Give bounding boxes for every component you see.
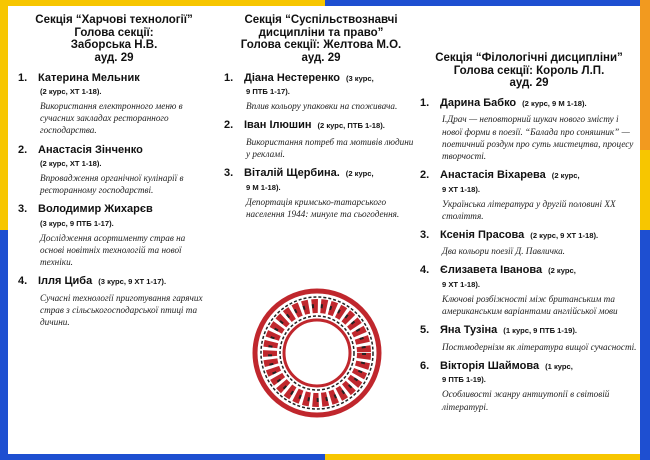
- speaker-name: Катерина Мельник: [38, 71, 140, 84]
- speaker-meta: (2 курс, ХТ 1-18).: [40, 159, 102, 169]
- speaker-meta-cont: 9 М 1-18).: [246, 182, 281, 192]
- speaker-name: Анастасія Зінченко: [38, 143, 143, 156]
- item-number: 4.: [18, 275, 28, 288]
- list-item: [420, 323, 638, 353]
- speaker-name: Віталій Щербина.: [244, 167, 340, 180]
- list-item: [224, 71, 418, 113]
- list-item: [18, 202, 210, 268]
- section-room: ауд. 29: [509, 77, 549, 90]
- talk-topic: Вплив кольору упаковки на споживача.: [246, 101, 398, 112]
- item-number: 2.: [18, 143, 28, 156]
- list-item: [420, 228, 638, 258]
- left-border-stripe: [0, 0, 8, 460]
- section-head: Голова секції: Желтова М.О.: [240, 39, 402, 52]
- item-number: 5.: [420, 324, 430, 337]
- list-item: [420, 168, 638, 222]
- section-title: Секція “Харчові технології”: [35, 14, 193, 26]
- speaker-meta: (1 курс,: [545, 361, 573, 371]
- list-item: [18, 274, 210, 328]
- talk-topic: Впровадження органічної кулінарії в ресторанному господарстві.: [40, 173, 184, 196]
- speaker-meta: (2 курс,: [345, 169, 374, 179]
- speaker-name: Володимир Жихарєв: [38, 203, 153, 216]
- list-item: [420, 263, 638, 317]
- speaker-meta: (2 курс,: [551, 171, 580, 180]
- speaker-name: Ілля Циба: [38, 275, 93, 288]
- talk-topic: І.Драч — неповторний шукач нового змісту і нової форми в поезії. “Балада про соняшник” — поетичний роздум про суть мистецтва, процесу творчості.: [442, 114, 634, 161]
- speaker-meta: (2 курс, ХТ 1-18).: [40, 87, 102, 97]
- item-number: 3.: [420, 228, 430, 241]
- section-food-technologies: [18, 14, 210, 328]
- item-number: 1.: [18, 71, 28, 84]
- orange-corner-stripe: [640, 0, 650, 150]
- speaker-name: Єлизавета Іванова: [440, 264, 543, 277]
- item-number: 2.: [224, 119, 234, 132]
- section-philology: [420, 52, 638, 413]
- speaker-name: Анастасія Віхарева: [440, 169, 546, 181]
- speaker-name: Діана Нестеренко: [244, 71, 340, 84]
- speaker-meta: (3 курс,: [345, 73, 374, 83]
- section-title: Секція “Філологічні дисципліни”: [435, 52, 623, 64]
- section-room: ауд. 29: [301, 51, 341, 64]
- talk-topic: Українська література у другій половині XX століття.: [442, 198, 616, 221]
- item-number: 1.: [420, 96, 430, 109]
- item-number: 3.: [224, 167, 234, 180]
- item-number: 1.: [224, 71, 234, 84]
- section-social-sciences: [224, 14, 418, 220]
- item-number: 6.: [420, 359, 430, 372]
- section-title: Секція “Суспільствознавчі дисципліни та право”: [244, 14, 398, 39]
- speaker-meta-cont: 9 ПТБ 1-17).: [246, 87, 290, 97]
- talk-topic: Використання потреб та мотивів людини у рекламі.: [246, 136, 414, 159]
- top-border-stripe: [0, 0, 650, 6]
- speaker-name: Ксенія Прасова: [440, 228, 525, 241]
- item-number: 4.: [420, 264, 430, 277]
- talk-topic: Дослідження асортименту страв на основі новітніх технологій та нової техніки.: [40, 232, 186, 268]
- speaker-name: Яна Тузіна: [440, 324, 498, 337]
- list-item: [224, 166, 418, 220]
- speaker-meta-cont: 9 ХТ 1-18).: [442, 279, 480, 289]
- list-item: [224, 118, 418, 160]
- list-item: [18, 143, 210, 197]
- speaker-meta: (2 курс, ПТБ 1-18).: [317, 121, 385, 131]
- section-room: ауд. 29: [94, 51, 134, 64]
- section-head-name: Заборська Н.В.: [70, 39, 158, 52]
- talk-topic: Депортація кримсько-татарського населення 1944: минуле та сьогодення.: [246, 196, 400, 219]
- bottom-border-stripe: [0, 454, 650, 460]
- speaker-meta: (3 курс, 9 ХТ 1-17).: [98, 277, 167, 287]
- speaker-meta-cont: 9 ПТБ 1-19).: [442, 375, 486, 385]
- section-head: Голова секції: Король Л.П.: [453, 64, 605, 77]
- list-item: [18, 71, 210, 137]
- list-item: [420, 359, 638, 413]
- talk-topic: Два кольори поезії Д. Павличка.: [442, 246, 565, 257]
- speaker-meta: (2 курс, 9 ХТ 1-18).: [530, 230, 599, 240]
- section-head-label: Голова секції:: [74, 26, 154, 39]
- talk-topic: Використання електронного меню в сучасних закладах ресторанного господарства.: [40, 101, 183, 136]
- speaker-meta: (2 курс,: [548, 266, 576, 276]
- item-number: 2.: [420, 169, 430, 181]
- list-item: [420, 96, 638, 162]
- speaker-meta: (1 курс, 9 ПТБ 1-19).: [503, 326, 577, 336]
- speaker-meta-cont: 9 ХТ 1-18).: [442, 184, 480, 194]
- talk-topic: Ключові розбіжності між британським та американським варіантами англійської мови: [442, 294, 618, 317]
- item-number: 3.: [18, 203, 28, 216]
- speaker-name: Вікторія Шаймова: [440, 359, 540, 372]
- embroidered-ring-ornament-icon: [252, 288, 382, 418]
- talk-topic: Сучасні технології приготування гарячих страв з сільськогосподарської птиці та дичини.: [40, 292, 203, 328]
- speaker-name: Іван Ілюшин: [244, 119, 312, 132]
- speaker-meta: (2 курс, 9 М 1-18).: [522, 98, 587, 108]
- speaker-name: Дарина Бабко: [440, 96, 517, 109]
- talk-topic: Особливості жанру антиутопії в світовій літературі.: [442, 389, 610, 412]
- talk-topic: Постмодернізм як література вищої сучасності.: [442, 341, 637, 352]
- speaker-meta: (3 курс, 9 ПТБ 1-17).: [40, 218, 114, 228]
